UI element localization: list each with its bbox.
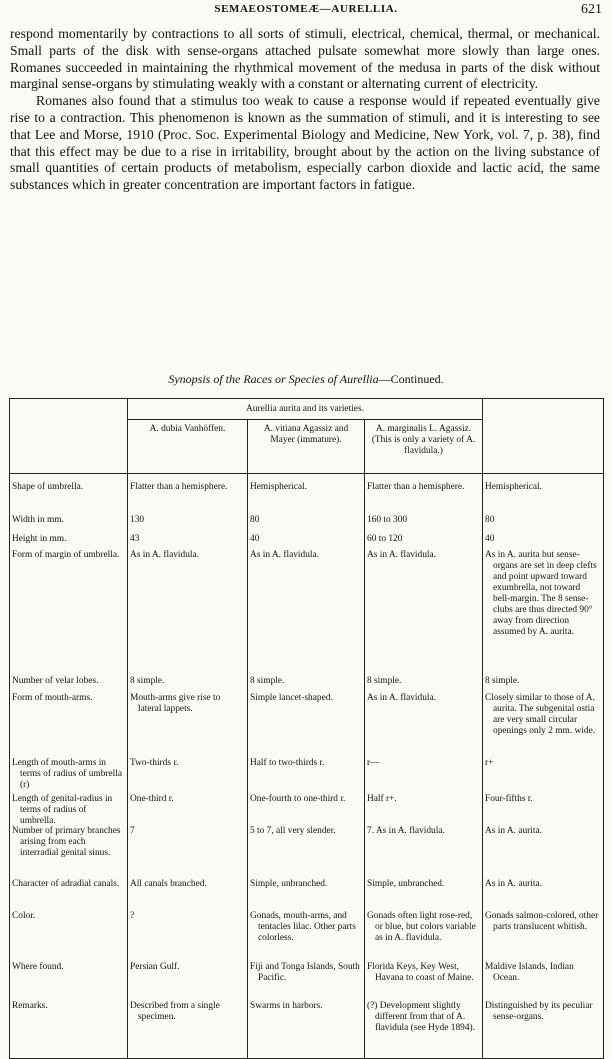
table-cell: (?) Development slightly different from that of A. flavidula (see Hyde 1894). bbox=[367, 1001, 475, 1033]
table-row bbox=[128, 962, 247, 1001]
row-label: Number of primary branches arising from each interradial genital sinus. bbox=[12, 826, 121, 858]
table-cell: As in A. flavidula. bbox=[250, 550, 320, 560]
table-cell: 5 to 7, all very slender. bbox=[250, 826, 336, 836]
table-cell: Gonads, mouth-arms, and tentacles lilac. Other parts colorless. bbox=[250, 911, 356, 943]
table-cell: r— bbox=[367, 758, 380, 768]
table-row bbox=[10, 794, 127, 826]
label-column bbox=[10, 474, 128, 1059]
table-cell: Simple, unbranched. bbox=[250, 879, 328, 889]
table-cell: Flatter than a hemisphere. bbox=[130, 482, 228, 492]
table-row bbox=[483, 550, 603, 676]
row-label: Remarks. bbox=[12, 1001, 48, 1011]
table-caption-title: Synopsis of the Races or Species of Aurellia bbox=[168, 372, 379, 386]
table-row bbox=[128, 826, 247, 879]
table-row bbox=[10, 962, 127, 1001]
table-row bbox=[248, 676, 364, 693]
running-title: SEMAEOSTOMEÆ—AURELLIA. bbox=[214, 3, 398, 15]
group-header-row bbox=[10, 399, 604, 420]
table-row bbox=[483, 826, 603, 879]
table-cell: Flatter than a hemisphere. bbox=[367, 482, 465, 492]
table-cell: 130 bbox=[130, 515, 145, 525]
row-label: Width in mm. bbox=[12, 515, 64, 525]
solida-header-cell bbox=[483, 399, 604, 474]
page-number: 621 bbox=[581, 2, 602, 17]
table-row bbox=[10, 826, 127, 879]
table-cell: One-third r. bbox=[130, 794, 174, 804]
table-cell: As in A. flavidula. bbox=[367, 550, 437, 560]
table-cell: Two-thirds r. bbox=[130, 758, 179, 768]
table-row bbox=[365, 879, 482, 911]
table-row bbox=[365, 962, 482, 1001]
table-cell: Maldive Islands, Indian Ocean. bbox=[485, 962, 574, 983]
solida-column bbox=[483, 474, 604, 1059]
table-cell: 7 bbox=[130, 826, 135, 836]
table-cell: 40 bbox=[485, 534, 495, 544]
row-label: Form of mouth-arms. bbox=[12, 693, 93, 703]
table-row bbox=[365, 911, 482, 962]
table-row bbox=[10, 474, 127, 515]
table-cell: As in A. flavidula. bbox=[130, 550, 200, 560]
table-cell: Hemispherical. bbox=[250, 482, 308, 492]
table-row bbox=[248, 826, 364, 879]
table-cell: 8 simple. bbox=[485, 676, 520, 686]
table-row bbox=[365, 1001, 482, 1058]
table-row bbox=[10, 515, 127, 534]
table-row bbox=[10, 693, 127, 758]
table-row bbox=[365, 550, 482, 676]
column-header-dubia: A. dubia Vanhöffen. bbox=[128, 420, 248, 474]
paragraph-1: respond momentarily by contractions to all sorts of stimuli, electrical, chemical, thermal, or mechanical. Small parts of the disk with sense-organs attached pulsate somewhat more slowly than large ones. Romanes succeeded in maintaining the rhythmical movement of the medusa in parts of the disk without marginal sense-organs by stimulating weakly with a constant or alternating current of electricity. bbox=[10, 26, 600, 92]
table-row bbox=[248, 550, 364, 676]
table-row bbox=[365, 474, 482, 515]
table-cell: Florida Keys, Key West, Havana to coast of Maine. bbox=[367, 962, 474, 983]
table-cell: Gonads salmon-colored, other parts translucent whitish. bbox=[485, 911, 599, 932]
table-row bbox=[248, 962, 364, 1001]
table-cell: 8 simple. bbox=[130, 676, 165, 686]
table-row bbox=[128, 515, 247, 534]
table-row bbox=[128, 1001, 247, 1058]
table-cell: Hemispherical. bbox=[485, 482, 543, 492]
table-cell: As in A. flavidula. bbox=[367, 693, 437, 703]
table-row bbox=[365, 693, 482, 758]
table-cell: Simple, unbranched. bbox=[367, 879, 445, 889]
table-cell: Described from a single specimen. bbox=[130, 1001, 220, 1022]
table-cell: 60 to 120 bbox=[367, 534, 403, 544]
row-label: Length of mouth-arms in terms of radius of umbrella (r) bbox=[12, 758, 123, 790]
table-cell: 160 to 300 bbox=[367, 515, 408, 525]
table-body-row bbox=[10, 474, 604, 1059]
table-cell: Persian Gulf. bbox=[130, 962, 180, 972]
table-row bbox=[365, 676, 482, 693]
row-label: Length of genital-radius in terms of radius of umbrella. bbox=[12, 794, 113, 826]
table-row bbox=[365, 826, 482, 879]
table-row bbox=[10, 1001, 127, 1058]
table-cell: Mouth-arms give rise to lateral lappets. bbox=[130, 693, 221, 714]
table-row bbox=[248, 1001, 364, 1058]
table-row bbox=[483, 474, 603, 515]
table-row bbox=[128, 758, 247, 794]
table-cell: Gonads often light rose-red, or blue, but colors variable as in A. flavidula. bbox=[367, 911, 476, 943]
table-row bbox=[483, 676, 603, 693]
table-row bbox=[483, 758, 603, 794]
column-header-vitiana: A. vitiana Agassiz and Mayer (immature). bbox=[248, 420, 365, 474]
table-row bbox=[128, 534, 247, 550]
table-row bbox=[10, 911, 127, 962]
row-label: Number of velar lobes. bbox=[12, 676, 99, 686]
table-row bbox=[248, 515, 364, 534]
table-caption bbox=[0, 372, 612, 387]
table-cell: Four-fifths r. bbox=[485, 794, 533, 804]
table-cell: 43 bbox=[130, 534, 140, 544]
paragraph-2: Romanes also found that a stimulus too weak to cause a response would if repeated eventually give rise to a contraction. This phenomenon is known as the summation of stimuli, and it is interesting to see that Lee and Morse, 1910 (Proc. Soc. Experimental Biology and Medicine, New York, vol. 7, p. 38), find that this effect may be due to a rise in irritability, brought about by the action on the living substance of small quantities of certain products of metabolism, especially carbon dioxide and lactic acid, the same substances which in greater concentration are important factors in fatigue. bbox=[10, 93, 600, 193]
table-cell: Fiji and Tonga Islands, South Pacific. bbox=[250, 962, 360, 983]
table-row bbox=[128, 550, 247, 676]
table-row bbox=[483, 534, 603, 550]
table-row bbox=[10, 550, 127, 676]
table-row bbox=[483, 1001, 603, 1058]
table-cell: 80 bbox=[485, 515, 495, 525]
table-row bbox=[10, 676, 127, 693]
table-cell: Simple lancet-shaped. bbox=[250, 693, 333, 703]
table-cell: ? bbox=[130, 911, 135, 921]
table-row bbox=[365, 534, 482, 550]
table-row bbox=[10, 879, 127, 911]
table-row bbox=[248, 758, 364, 794]
table-row bbox=[248, 474, 364, 515]
table-cell: As in A. aurita but sense-organs are set in deep clefts and point upward toward exumbrella, not toward bell-margin. The 8 sense-clubs are thus directed 90° away from direction assumed by A. aurita. bbox=[485, 550, 597, 637]
table-row bbox=[483, 794, 603, 826]
table-row bbox=[248, 693, 364, 758]
table-cell: As in A. aurita. bbox=[485, 826, 543, 836]
table-cell: Half to two-thirds r. bbox=[250, 758, 325, 768]
table-cell: 7. As in A. flavidula. bbox=[367, 826, 445, 836]
table-cell: r+ bbox=[485, 758, 494, 768]
table-cell: One-fourth to one-third r. bbox=[250, 794, 346, 804]
table-row bbox=[365, 758, 482, 794]
table-cell: As in A. aurita. bbox=[485, 879, 543, 889]
table-cell: 40 bbox=[250, 534, 260, 544]
table-cell: Closely similar to those of A. aurita. The subgenital ostia are very small circular openings only 2 mm. wide. bbox=[485, 693, 596, 736]
table-row bbox=[365, 794, 482, 826]
table-cell: 80 bbox=[250, 515, 260, 525]
body-text bbox=[10, 26, 600, 194]
table-row bbox=[128, 676, 247, 693]
table-row bbox=[248, 794, 364, 826]
row-label: Form of margin of umbrella. bbox=[12, 550, 120, 560]
table-row bbox=[483, 515, 603, 534]
row-label: Height in mm. bbox=[12, 534, 67, 544]
table-cell: Half r+. bbox=[367, 794, 397, 804]
group-header: Aurellia aurita and its varieties. bbox=[128, 399, 483, 420]
table-row bbox=[248, 534, 364, 550]
empty-corner-cell bbox=[10, 399, 128, 474]
table-cell: Swarms in harbors. bbox=[250, 1001, 323, 1011]
row-label: Where found. bbox=[12, 962, 64, 972]
table-caption-continued: —Continued. bbox=[378, 372, 444, 386]
row-label: Shape of umbrella. bbox=[12, 482, 84, 492]
row-label: Character of adradial canals. bbox=[12, 879, 120, 889]
table-row bbox=[128, 911, 247, 962]
table-row bbox=[483, 879, 603, 911]
table-cell: 8 simple. bbox=[367, 676, 402, 686]
synopsis-table bbox=[9, 398, 604, 1059]
table-row bbox=[248, 911, 364, 962]
vitiana-column bbox=[248, 474, 365, 1059]
table-row bbox=[128, 474, 247, 515]
table-cell: Distinguished by its peculiar sense-organs. bbox=[485, 1001, 593, 1022]
table-row bbox=[10, 758, 127, 794]
table-row bbox=[10, 534, 127, 550]
table-cell: 8 simple. bbox=[250, 676, 285, 686]
page-header bbox=[10, 2, 602, 20]
dubia-column bbox=[128, 474, 248, 1059]
table-row bbox=[128, 794, 247, 826]
row-label: Color. bbox=[12, 911, 36, 921]
table-row bbox=[248, 879, 364, 911]
marginalis-column bbox=[365, 474, 483, 1059]
table-row bbox=[128, 693, 247, 758]
table-row bbox=[483, 911, 603, 962]
table-row bbox=[483, 693, 603, 758]
table-cell: All canals branched. bbox=[130, 879, 207, 889]
table-row bbox=[128, 879, 247, 911]
column-header-marginalis: A. marginalis L. Agassiz. (This is only a variety of A. flavidula.) bbox=[365, 420, 483, 474]
table-row bbox=[483, 962, 603, 1001]
table-row bbox=[365, 515, 482, 534]
